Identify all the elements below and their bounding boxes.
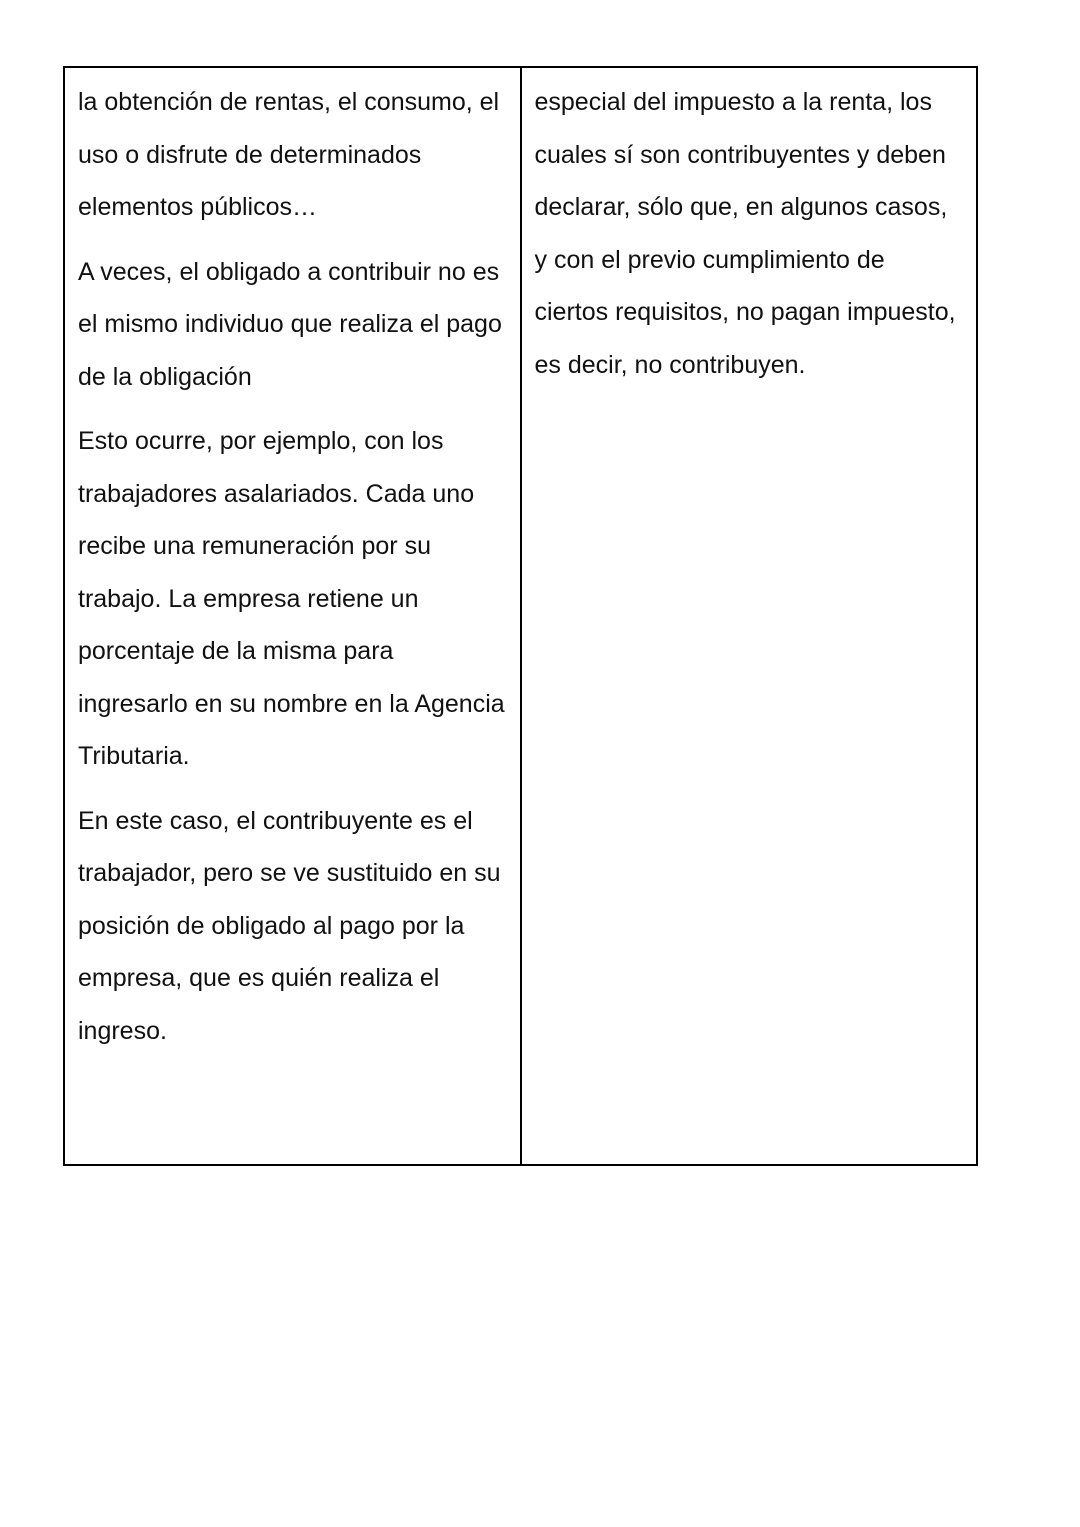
- paragraph: especial del impuesto a la renta, los cuales sí son contribuyentes y deben declarar, sólo que, en algunos casos, y con el previo cumplimiento de ciertos requisitos, no pagan impuesto, es decir, no contribuyen.: [534, 88, 956, 379]
- table-row: [64, 67, 977, 1165]
- paragraph: la obtención de rentas, el consumo, el uso o disfrute de determinados elementos públicos…: [78, 88, 500, 221]
- paragraph: A veces, el obligado a contribuir no es el mismo individuo que realiza el pago de la obligación: [78, 257, 502, 391]
- table-cell-right: [521, 67, 978, 1165]
- paragraph: Esto ocurre, por ejemplo, con los trabajadores asalariados. Cada uno recibe una remuneración por su trabajo. La empresa retiene un porcentaje de la misma para ingresarlo en su nombre en la Agencia Tributaria.: [78, 427, 505, 770]
- table-cell-left: [64, 67, 521, 1165]
- paragraph: En este caso, el contribuyente es el trabajador, pero se ve sustituido en su posición de obligado al pago por la empresa, que es quién realiza el ingreso.: [78, 806, 501, 1045]
- content-table: [63, 66, 978, 1166]
